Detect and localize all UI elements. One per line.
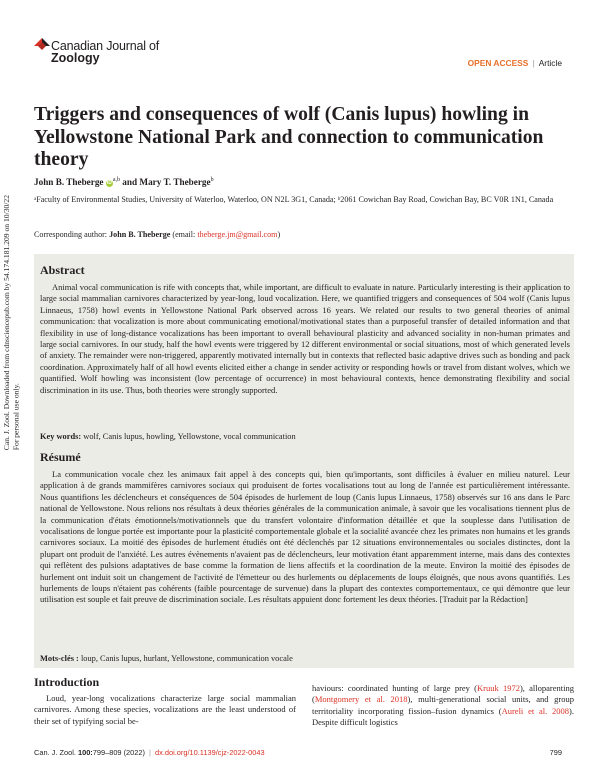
author-list — [34, 177, 214, 187]
intro-text-4: ). Despite difficult logistics — [312, 705, 575, 728]
article-title — [34, 104, 574, 172]
abstract-panel — [34, 254, 574, 668]
resume-text: La communication vocale chez les animaux fait appel à des concepts qui, bien qu'importants, sont difficiles à évaluer en milieu naturel. Leur application à de grands mammifères carnivores sociaux qui produisent de fortes vocalisations tout au long de l'année est particulièrement intéressante. Nous quantifions les déclencheurs et conséquences de 504 épisodes de hurlement de loup (Canis lupus Linnaeus, 1758) observés sur 16 ans dans le Parc national de Yellowstone. Nous relions nos résultats à deux théories générales de la communication animale, à savoir que les vocalisations tiennent plus de la communication d'états émotionnels/motivationnels que du transfert volontaire d'information détaillée et que la souplesse dans l'utilisation de vocalisations de longue portée est importante pour la plasticité comportementale globale et la socialité avancée chez les primates non humains et les grands carnivores sociaux. La moitié des épisodes de hurlement étudiés ont été déclenchés par 12 situations environnementales ou sociales distinctes, dont la plupart ont produit de l'anxiété. Les autres évènements n'avaient pas de déclencheurs, leur motivation étant apparemment interne, mais dans des contextes qui reflètent des pulsions adaptatives de base comme la formation de liens affectifs et la coordination de la meute. Environ la moitié des épisodes de hurlement ont induit soit un changement de l'activité de l'émetteur ou des hurlements ou déplacements de loups éloignés, que nous avons quantifiés. Les hurlements de loups n'étaient pas cohérents (faible pourcentage de survenue) dans la plupart des contextes comportementaux, ce qui démontre que leur utilisation est souple et fait preuve de discrimination sociale. Les résultats appuient donc fortement les deux théories. [Traduit par la Rédaction] — [40, 469, 570, 605]
orcid-icon[interactable]: iD — [106, 180, 112, 187]
abstract-keywords — [40, 431, 570, 442]
affiliations: ᵃFaculty of Environmental Studies, University of Waterloo, Waterloo, ON N2L 3G1, Canada; ᵇ2061 Cowichan Bay Road, Cowichan Bay, BC V0R 1N1, Canada — [34, 195, 554, 204]
author-2[interactable]: Mary T. Theberge — [139, 177, 211, 188]
resume-heading: Résumé — [40, 450, 81, 464]
reference-link[interactable]: Kruuk 1972 — [476, 683, 520, 693]
intro-text-2: ), alloparenting ( — [312, 683, 574, 705]
author-2-affil: b — [210, 177, 214, 183]
corresponding-author — [34, 230, 280, 239]
resume-keywords-label: Mots-clés : — [40, 654, 79, 663]
footer-pages: 799–809 (2022) — [92, 748, 145, 757]
reference-link[interactable]: Aureli et al. 2008 — [501, 705, 570, 716]
reference-link[interactable]: Montgomery et al. 2018 — [314, 694, 408, 705]
abstract-keywords-list: wolf, Canis lupus, howling, Yellowstone, vocal communication — [83, 432, 296, 441]
introduction-left-column: Loud, year-long vocalizations characterize large social mammalian carnivores. Among these species, vocalizations are the least understood of their set of typifying social be- — [34, 693, 296, 726]
email-suffix: ) — [277, 230, 281, 239]
journal-name: Canadian Journal of — [51, 39, 160, 53]
footer-journal: Can. J. Zool. — [34, 748, 76, 757]
corresponding-name: John B. Theberge — [109, 230, 171, 239]
side-download-note — [2, 195, 32, 615]
introduction-right-column — [312, 683, 574, 729]
intro-text-3: ), multi-generational social units, and group territoriality incorporating fission–fusion dynamics ( — [312, 694, 574, 716]
side-download-text — [2, 195, 21, 450]
abstract-heading: Abstract — [40, 263, 85, 277]
article-title-text: Triggers and consequences of wolf (Canis lupus) howling in Yellowstone National Park and connection to communication theory — [34, 104, 544, 170]
author-1-affil: a,b — [112, 177, 120, 183]
article-type-label: Article — [538, 58, 562, 68]
header-separator: | — [532, 58, 535, 68]
resume-keywords — [40, 653, 570, 664]
page-number: 799 — [549, 748, 562, 757]
footer-separator: | — [149, 748, 151, 757]
corresponding-email-link[interactable]: theberge.jm@gmail.com — [197, 230, 278, 239]
resume-keywords-list: loup, Canis lupus, hurlant, Yellowstone, communication vocale — [80, 654, 293, 663]
footer-citation — [34, 748, 265, 757]
corresponding-label: Corresponding author: — [34, 230, 108, 239]
open-access-label: OPEN ACCESS — [467, 58, 529, 68]
email-prefix: (email: — [172, 230, 196, 239]
author-1[interactable]: John B. Theberge — [34, 177, 104, 188]
abstract-keywords-label: Key words: — [40, 432, 82, 441]
journal-subname: Zoology — [51, 51, 100, 65]
footer-volume: 100: — [77, 748, 93, 757]
side-note-line1: Can. J. Zool. Downloaded from cdnsciencepub.com by 54.174.181.209 on 10/30/22 — [2, 195, 11, 451]
side-note-line2: For personal use only. — [11, 383, 21, 451]
abstract-text: Animal vocal communication is rife with concepts that, while important, are difficult to evaluate in nature. Particularly interesting is their application to large social mammalian carnivores characterized by year-long, loud vocalization. Here, we quantified triggers and consequences of 504 wolf (Canis lupus Linnaeus, 1758) howl events in Yellowstone National Park observed across 16 years. We related our results to two general theories of animal communication: that vocalization is more about communicating emotional/motivational states than a purposeful transfer of detailed information and that flexibility in use of long-distance vocalizations has been important to overall behavioural plasticity and advanced sociality in non-human primates and large social carnivores. In our study, half the howl events were triggered by 12 different environmental or social situations, most of which generated levels of anxiety. The remainder were non-triggered, apparently motivated internally but in contexts that reflected basic adaptive drives such as bonding and pack coordination. Approximately half of all howl events elicited either a change in sender activity or responding howls or travel from distant wolves, which we quantified. Wolf howling was inconsistent (low percentage of occurrence) in most behavioural contexts, hence demonstrating flexibility and social discrimination in its use. Thus, both theories were strongly supported. — [40, 282, 570, 395]
author-conj: and — [122, 177, 138, 188]
journal-logo[interactable] — [34, 34, 234, 74]
article-type-header — [468, 58, 562, 68]
doi-link[interactable]: dx.doi.org/10.1139/cjz-2022-0043 — [155, 748, 265, 757]
journal-logo-icon — [34, 34, 50, 54]
intro-text-1: haviours: coordinated hunting of large prey ( — [312, 683, 477, 693]
introduction-heading: Introduction — [34, 675, 100, 689]
